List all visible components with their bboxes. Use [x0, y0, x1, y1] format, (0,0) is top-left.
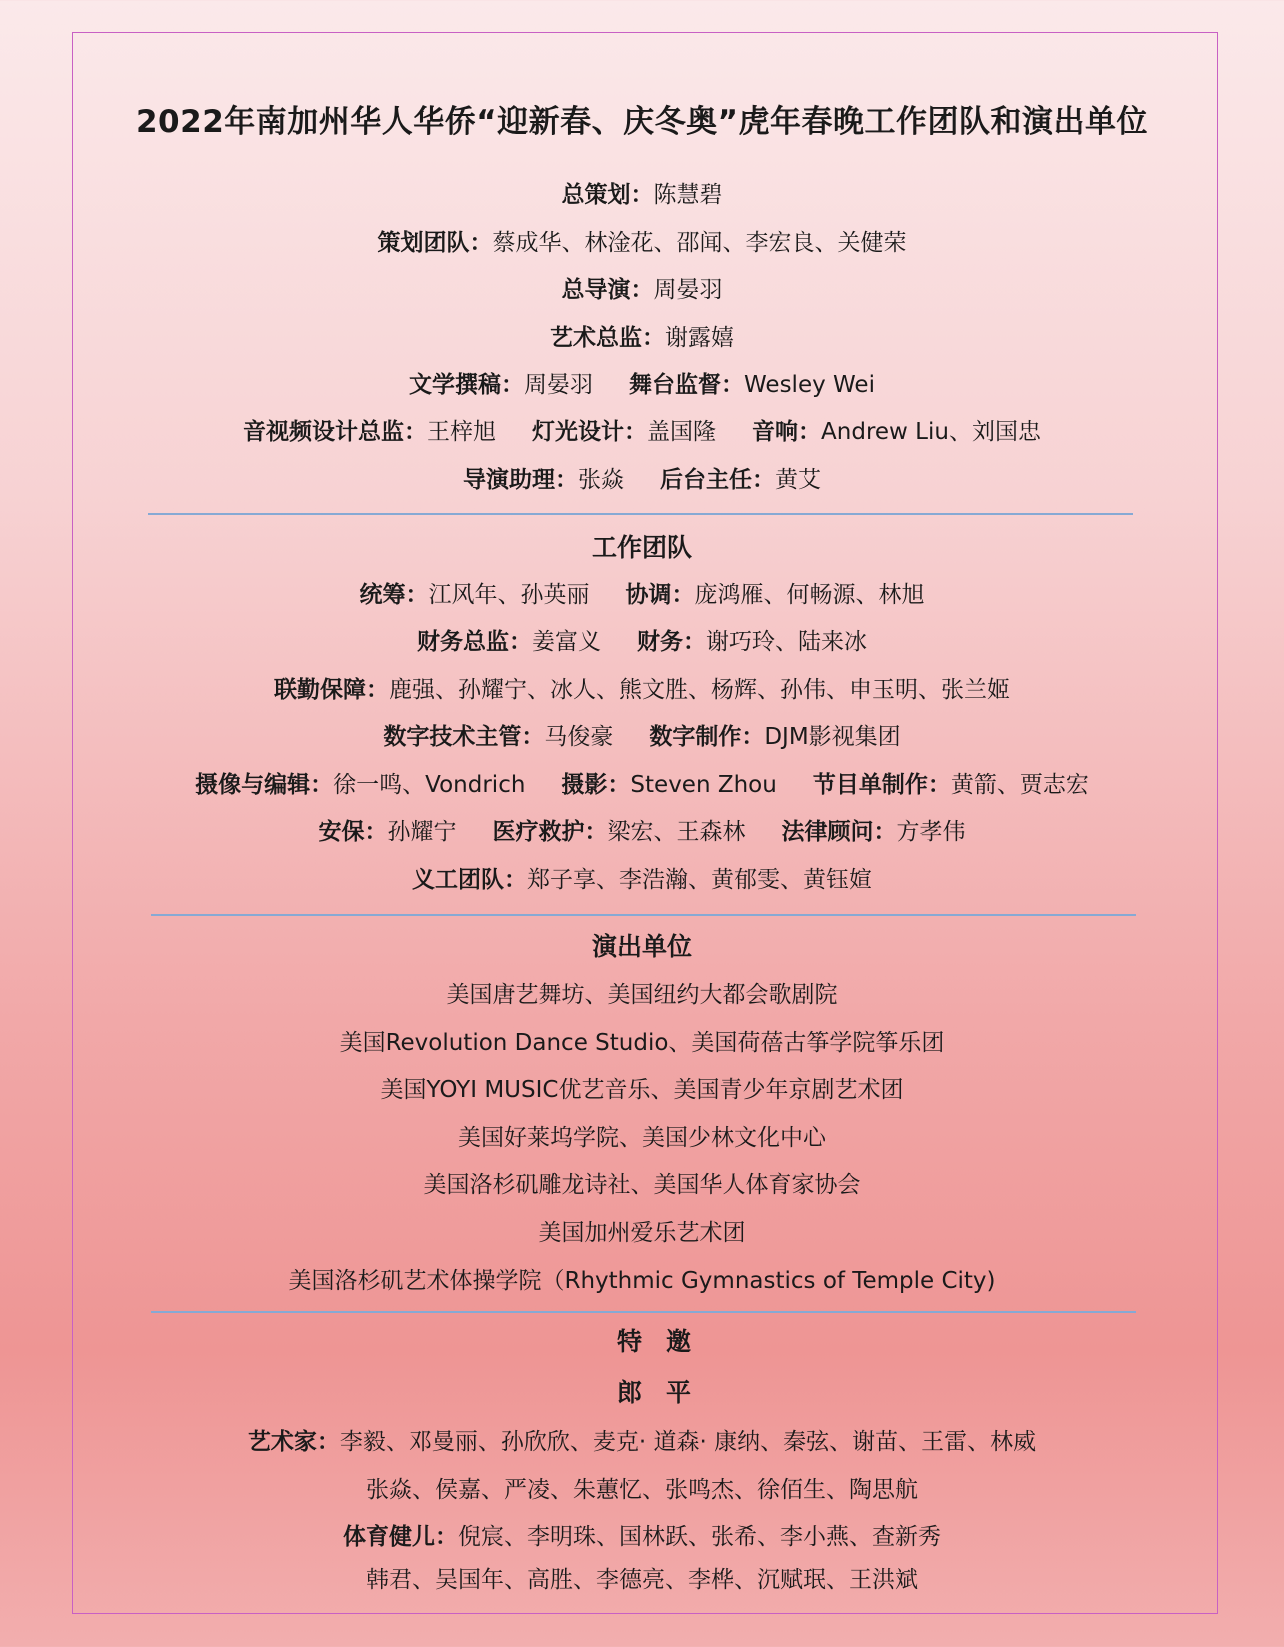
work-label: 义工团队 — [412, 867, 504, 893]
credit-line-av-lighting-sound: 音视频设计总监：王梓旭 灯光设计：盖国隆 音响：Andrew Liu、刘国忠 — [243, 419, 1041, 445]
credit-line-planning-team: 策划团队：蔡成华、林淦花、邵闻、李宏良、关健荣 — [377, 230, 907, 256]
work-label: 协调 — [625, 582, 672, 608]
featured-guest: 郎平 — [616, 1378, 715, 1407]
work-label: 统筹 — [359, 582, 406, 608]
work-label: 医疗救护 — [492, 819, 585, 845]
credit-value: 陈慧碧 — [653, 182, 723, 208]
page-title: 2022年南加州华人华侨“迎新春、庆冬奥”虎年春晚工作团队和演出单位 — [135, 104, 1149, 140]
work-label: 数字制作 — [649, 724, 742, 750]
credit-label: 艺术总监 — [550, 325, 642, 351]
section-divider — [151, 1311, 1136, 1313]
work-team-heading: 工作团队 — [591, 533, 692, 562]
work-value: 庞鸿雁、何畅源、林旭 — [694, 582, 925, 608]
work-value: 孙耀宁 — [387, 819, 457, 845]
artists-value: 李毅、邓曼丽、孙欣欣、麦克· 道森· 康纳、秦弦、谢苗、王雷、林威 — [339, 1429, 1037, 1455]
credit-value: 谢露嬉 — [665, 325, 734, 351]
credit-value: 王梓旭 — [427, 419, 497, 445]
work-value: 谢巧玲、陆来冰 — [706, 629, 867, 655]
work-value: 姜富义 — [532, 629, 601, 655]
credit-label: 总导演 — [561, 277, 631, 303]
work-value: 鹿强、孙耀宁、冰人、熊文胜、杨辉、孙伟、申玉明、张兰姬 — [389, 677, 1010, 703]
work-line-volunteers: 义工团队：郑子享、李浩瀚、黄郁雯、黄钰媗 — [412, 867, 872, 893]
performer-line: 美国洛杉矶艺术体操学院（Rhythmic Gymnastics of Temple City) — [288, 1268, 996, 1294]
credit-value: 盖国隆 — [647, 419, 717, 445]
work-label: 法律顾问 — [781, 819, 874, 845]
performer-line: 美国Revolution Dance Studio、美国荷蓓古筝学院筝乐团 — [339, 1030, 945, 1056]
credit-line-assistant-backstage: 导演助理：张焱 后台主任：黄艾 — [463, 467, 821, 493]
work-value: 江风年、孙英丽 — [428, 582, 590, 608]
athletes-value: 倪宸、李明珠、国林跃、张希、李小燕、查新秀 — [458, 1524, 941, 1550]
work-line-logistics: 联勤保障：鹿强、孙耀宁、冰人、熊文胜、杨辉、孙伟、申玉明、张兰姬 — [274, 677, 1010, 703]
work-label: 节目单制作 — [812, 772, 928, 798]
work-line-coordination: 统筹：江风年、孙英丽 协调：庞鸿雁、何畅源、林旭 — [359, 582, 925, 608]
work-label: 财务总监 — [417, 629, 509, 655]
credit-line-chief-planner: 总策划：陈慧碧 — [561, 182, 723, 208]
artists-label: 艺术家 — [247, 1429, 317, 1455]
performers-heading: 演出单位 — [591, 932, 692, 961]
athletes-line-continued: 韩君、吴国年、高胜、李德亮、李桦、沉赋珉、王洪斌 — [366, 1567, 918, 1593]
credit-line-writer-stage: 文学撰稿：周晏羽 舞台监督：Wesley Wei — [409, 372, 875, 398]
credit-label: 音响 — [752, 419, 799, 445]
work-value: 梁宏、王森林 — [607, 819, 746, 845]
work-value: DJM影视集团 — [764, 724, 901, 750]
work-label: 联勤保障 — [274, 677, 366, 703]
work-line-media: 摄像与编辑：徐一鸣、Vondrich 摄影：Steven Zhou 节目单制作：黄箭、贾志宏 — [195, 772, 1089, 798]
performer-line: 美国加州爱乐艺术团 — [538, 1220, 746, 1246]
credit-line-chief-director: 总导演：周晏羽 — [561, 277, 723, 303]
artists-line-continued: 张焱、侯嘉、严凌、朱蕙忆、张鸣杰、徐佰生、陶思航 — [366, 1477, 918, 1503]
artists-line: 艺术家：李毅、邓曼丽、孙欣欣、麦克· 道森· 康纳、秦弦、谢苗、王雷、林威 — [247, 1429, 1037, 1455]
credit-value: 蔡成华、林淦花、邵闻、李宏良、关健荣 — [492, 230, 907, 256]
credit-value: 张焱 — [578, 467, 624, 493]
credit-label: 音视频设计总监 — [243, 419, 405, 445]
athletes-label: 体育健儿 — [343, 1524, 435, 1550]
credit-label: 灯光设计 — [532, 419, 625, 445]
credit-value: 周晏羽 — [524, 372, 594, 398]
work-label: 数字技术主管 — [383, 724, 522, 750]
work-line-safety-legal: 安保：孙耀宁 医疗救护：梁宏、王森林 法律顾问：方孝伟 — [318, 819, 966, 845]
credit-label: 文学撰稿 — [409, 372, 502, 398]
credit-label: 策划团队 — [377, 230, 470, 256]
work-label: 摄像与编辑 — [195, 772, 311, 798]
performer-line: 美国好莱坞学院、美国少林文化中心 — [458, 1125, 826, 1151]
work-value: 徐一鸣、Vondrich — [333, 772, 526, 798]
credit-label: 导演助理 — [463, 467, 555, 493]
special-guests-heading: 特邀 — [616, 1327, 715, 1356]
work-label: 安保 — [318, 819, 365, 845]
credit-value: 周晏羽 — [653, 277, 723, 303]
credit-value: 黄艾 — [775, 467, 821, 493]
credit-value: Wesley Wei — [744, 372, 875, 398]
work-line-digital: 数字技术主管：马俊豪 数字制作：DJM影视集团 — [383, 724, 901, 750]
credit-label: 总策划 — [561, 182, 631, 208]
section-divider — [151, 914, 1136, 916]
work-value: 黄箭、贾志宏 — [950, 772, 1089, 798]
performer-line: 美国洛杉矶雕龙诗社、美国华人体育家协会 — [423, 1172, 861, 1198]
credit-value: Andrew Liu、刘国忠 — [821, 419, 1041, 445]
work-line-finance: 财务总监：姜富义 财务：谢巧玲、陆来冰 — [417, 629, 867, 655]
credit-label: 舞台监督 — [629, 372, 722, 398]
credit-label: 后台主任 — [660, 467, 752, 493]
work-value: 郑子享、李浩瀚、黄郁雯、黄钰媗 — [527, 867, 872, 893]
work-label: 摄影 — [561, 772, 608, 798]
performer-line: 美国唐艺舞坊、美国纽约大都会歌剧院 — [446, 982, 838, 1008]
performer-line: 美国YOYI MUSIC优艺音乐、美国青少年京剧艺术团 — [380, 1077, 904, 1103]
work-value: 马俊豪 — [544, 724, 614, 750]
work-value: 方孝伟 — [896, 819, 966, 845]
athletes-line: 体育健儿：倪宸、李明珠、国林跃、张希、李小燕、查新秀 — [343, 1524, 941, 1550]
work-value: Steven Zhou — [630, 772, 777, 798]
section-divider — [148, 513, 1133, 515]
work-label: 财务 — [637, 629, 683, 655]
credit-line-art-director: 艺术总监：谢露嬉 — [550, 325, 734, 351]
